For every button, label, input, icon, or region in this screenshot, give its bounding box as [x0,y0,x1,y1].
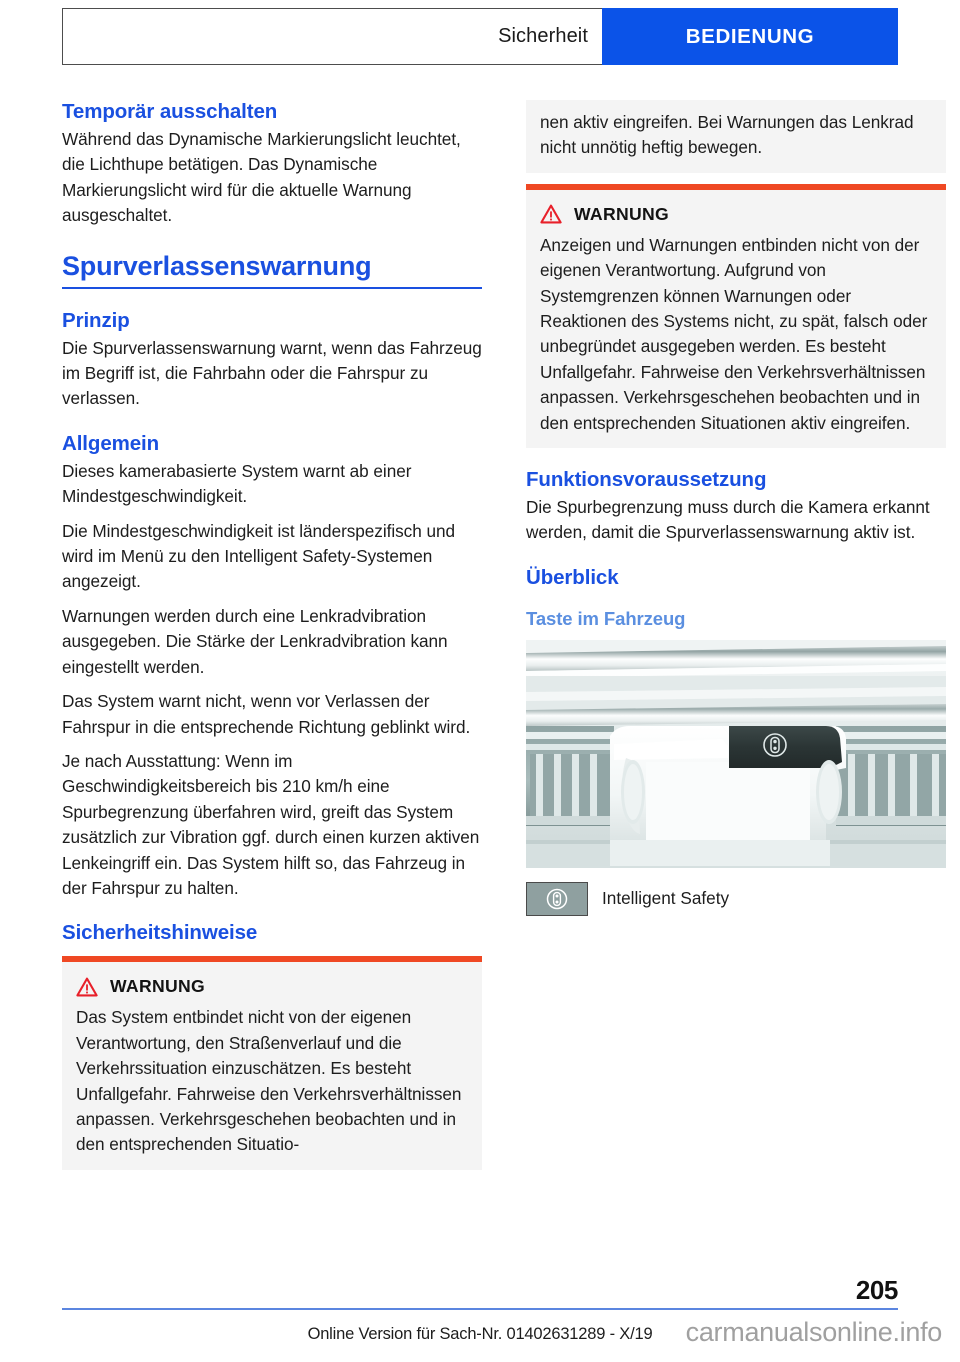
heading-uberblick: Überblick [526,565,619,589]
warning-box-left [62,956,482,1169]
heading-temporar-ausschalten: Temporär ausschalten [62,100,278,123]
two-column-body [62,100,928,1170]
heading-funktionsvoraussetzung: Funktionsvoraussetzung [526,468,767,492]
intelligent-safety-icon [526,882,588,916]
right-column [526,100,946,1170]
warning-header [76,976,468,997]
figure-legend [526,882,946,916]
watermark: carmanualsonline.info [685,1317,942,1347]
console-illustration [526,640,946,868]
left-column [62,100,482,1170]
paragraph-allgemein-1: Dieses kamerabasierte System warnt ab einer Mindestgeschwindigkeit. [62,460,412,507]
warning-label: WARNUNG [110,976,205,997]
chapter-tab-label: BEDIENUNG [685,24,815,48]
warning-text-continued: nen aktiv eingreifen. Bei Warnungen das Lenkrad nicht unnötig heftig bewegen. [540,112,914,158]
warning-box-right [526,184,946,448]
heading-allgemein: Allgemein [62,431,160,455]
air-vent-left [526,726,614,826]
breadcrumb-label: Sicherheit [498,25,588,47]
warning-label: WARNUNG [574,203,669,224]
paragraph-allgemein-5: Je nach Ausstattung: Wenn im Geschwindigkeitsbereich bis 210 km/h eine Spurbegrenzung überfahren wird, greift das System zusätzlich zur Vibration ggf. durch einen kurzen aktiven Lenkeingriff ein. Das System hilft so, das Fahrzeug in der Fahrspur zu halten. [62,750,480,898]
figure-console-photo [526,640,946,868]
page-title: Spurverlassenswarnung [62,251,482,289]
warning-triangle-icon [76,977,98,997]
paragraph-temporar: Während das Dynamische Markierungslicht leuchtet, die Lichthupe betätigen. Das Dynamische Markierungslicht wird für die aktuelle Warnung ausgeschaltet. [62,129,461,226]
breadcrumb [62,8,602,65]
warning-triangle-icon [540,204,562,224]
paragraph-allgemein-2: Die Mindestgeschwindigkeit ist länderspezifisch und wird im Menü zu den Intelligent Safety-Systemen angezeigt. [62,520,455,592]
page-header [62,8,898,65]
paragraph-prinzip: Die Spurverlassenswarnung warnt, wenn das Fahrzeug im Begriff ist, die Fahrbahn oder die Fahrspur zu verlassen. [62,337,482,409]
paragraph-allgemein-3: Warnungen werden durch eine Lenkradvibration ausgegeben. Die Stärke der Lenkradvibration kann eingestellt werden. [62,605,448,677]
legend-label: Intelligent Safety [602,888,730,909]
warning-text-left: Das System entbindet nicht von der eigenen Verantwortung, den Straßenverlauf und die Verkehrssituation einzuschätzen. Es besteht Unfallgefahr. Fahrweise den Verkehrsverhältnissen anpassen. Verkehrsgeschehen beobachten und in den entsprechenden Situatio- [76,1007,462,1155]
subheading-taste-im-fahrzeug: Taste im Fahrzeug [526,607,686,629]
dashboard-trim [526,640,946,726]
footer-note: Online Version für Sach-Nr. 01402631289 - X/19 [307,1325,653,1343]
paragraph-funktionsvoraussetzung: Die Spurbegrenzung muss durch die Kamera erkannt werden, damit die Spurverlassenswarnung aktiv ist. [526,497,930,543]
heading-prinzip: Prinzip [62,308,130,332]
paragraph-allgemein-4: Das System warnt nicht, wenn vor Verlassen der Fahrspur in die entsprechende Richtung geblinkt wird. [62,691,471,737]
page-number: 205 [855,1275,898,1305]
chapter-tab [602,8,898,65]
footer-divider [62,1308,898,1310]
warning-box-continued [526,100,946,173]
warning-header [540,204,932,225]
heading-sicherheitshinweise: Sicherheitshinweise [62,921,258,945]
warning-text-right: Anzeigen und Warnungen entbinden nicht von der eigenen Verantwortung. Aufgrund von Systemgrenzen können Warnungen oder Reaktionen des Systems nicht, zu spät, falsch oder unbegründet ausgegeben werden. Es besteht Unfallgefahr. Fahrweise den Verkehrsverhältnissen anpassen. Verkehrsgeschehen beobachten und in den entsprechenden Situationen aktiv eingreifen. [540,234,928,433]
intelligent-safety-glyph [544,886,570,912]
air-vent-right [836,726,946,826]
